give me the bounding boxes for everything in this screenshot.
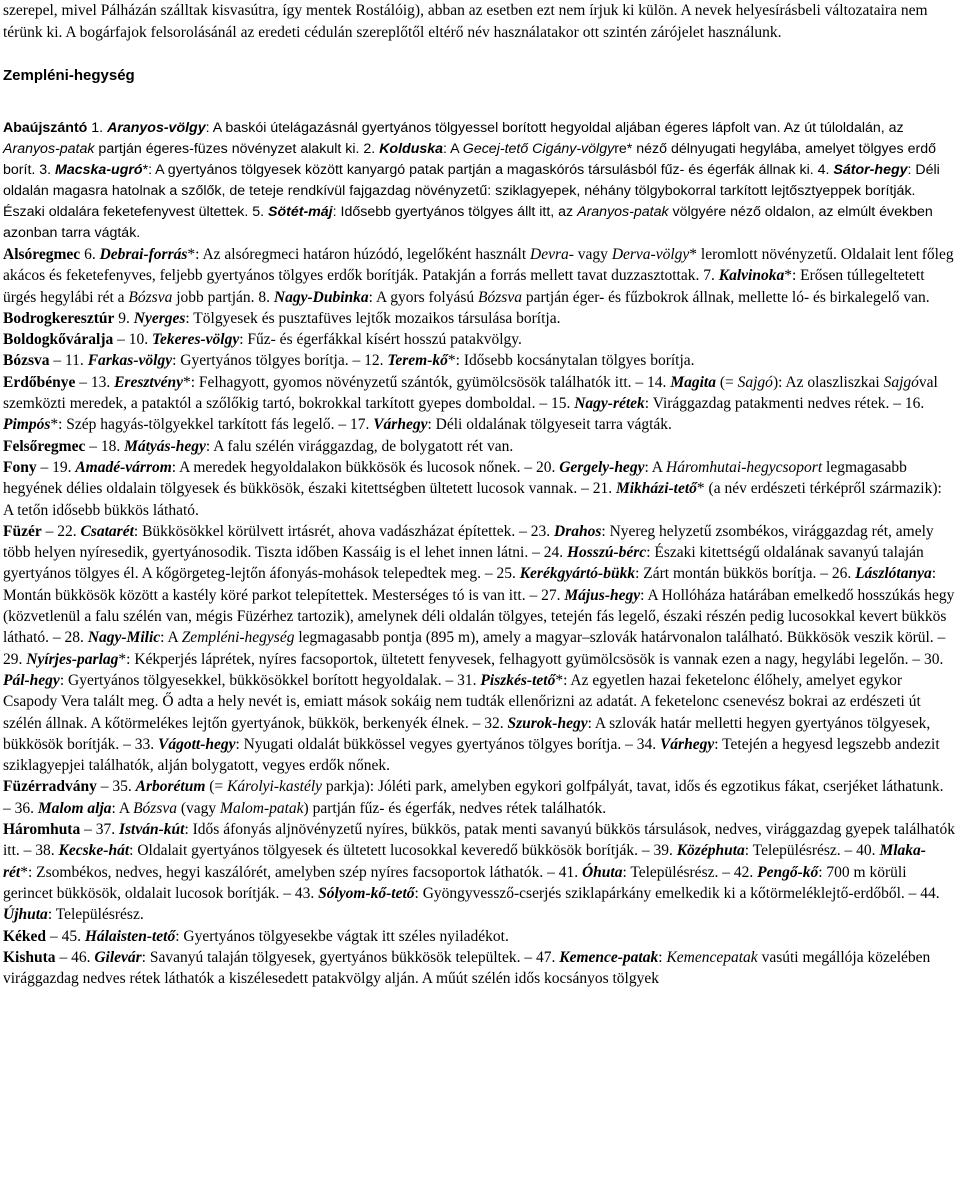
site-name: Pengő-kő <box>757 863 819 881</box>
site-name: Terem-kő <box>387 352 448 370</box>
site-name: Hosszú-bérc <box>566 544 647 562</box>
entry-text: – 46. <box>55 948 95 966</box>
site-name: Kerékgyártó-bükk <box>519 565 636 583</box>
place-name: Abaújszántó <box>3 120 88 136</box>
entry-text: : A <box>160 629 182 647</box>
italic-name: Derva-völgy <box>611 246 690 263</box>
entry-alsoregmec <box>3 244 955 308</box>
italic-name: Zempléni-hegység <box>181 629 295 647</box>
entry-text: – 10. <box>113 331 152 349</box>
site-name: Kalvinoka <box>718 267 785 285</box>
entry-text: : Fűz- és égerfákkal kísért hosszú patakvölgy. <box>239 331 522 349</box>
italic-name: Devra- <box>530 246 574 263</box>
region-title: Zempléni-hegység <box>3 67 135 84</box>
entry-text: *: Kékperjés láprétek, nyíres facsoportok, ültetett fenyvesek, felhagyott gyümölcsösök is vannak ezen a nagy, hegylábi legelőn. – 30. <box>118 650 944 668</box>
site-name: Nagy-Milic <box>87 629 161 647</box>
intro-paragraph: szerepel, mivel Pálházán szálltak kisvasútra, így mentek Rostálóig), abban az esetben ezt nem írjuk ki külön. A nevek helyesírásbeli változataira nem térünk ki. A bogárfajok felsorolásánál az eredeti cédulán szereplőtől eltérő név használatakor ott szintén zárójelet használunk. <box>3 2 928 41</box>
entry-text: vagy <box>573 246 612 263</box>
entry-text: : A <box>644 458 666 476</box>
site-name: Farkas-völgy <box>87 352 173 370</box>
entry-bodrogkeresztur <box>3 308 955 329</box>
site-name: Mikházi-tető <box>615 480 697 498</box>
entry-text: : Gyertyános tölgyesekbe vágtak itt széles nyiladékot. <box>175 927 509 945</box>
place-name: Felsőregmec <box>3 437 86 455</box>
entry-boldogkovaralja <box>3 329 955 350</box>
entry-text: 6. <box>80 246 100 263</box>
entry-text: : A meredek hegyoldalakon bükkösök és lucosok nőnek. – 20. <box>171 458 560 476</box>
site-name: Kolduska <box>379 141 444 157</box>
site-name: Sátor-hegy <box>833 162 908 178</box>
entry-text: *: Az alsóregmeci határon húzódó, legelőként használt <box>187 246 531 263</box>
entry-text: : Településrész. – 40. <box>744 842 880 860</box>
entry-keked <box>3 926 955 947</box>
entry-text: partján égeres-füzes növényzet alakult ki. 2. <box>94 141 380 157</box>
italic-name: Gecej-tető Cigány-völgy <box>462 141 615 157</box>
entry-text: : A baskói útelágazásnál gyertyános tölgyessel borított hegyoldal aljában égeres lápfolt van. Az út túloldalán, az <box>205 120 904 136</box>
entry-text: : Déli oldalának tölgyeseit tarra vágták. <box>427 416 672 434</box>
entry-text: – 13. <box>75 373 115 391</box>
italic-name: Károlyi-kastély <box>227 778 323 796</box>
entry-text: *: Erősen túllegeltetett ürgés hegylábi rét a <box>3 267 925 306</box>
site-name: Pál-hegy <box>3 671 60 689</box>
entry-text: : Montán bükkösök között a kastély köré parkot telepítettek. Mesterséges tó is van itt. – 27. <box>3 565 937 604</box>
site-name: Mlaka-rét <box>3 842 926 881</box>
site-name: Várhegy <box>373 416 428 434</box>
site-name: Sötét-máj <box>267 204 333 220</box>
entry-text: – 37. <box>80 821 119 839</box>
site-name: Gergely-hegy <box>559 458 645 476</box>
entry-haromhuta <box>3 819 955 925</box>
entry-text: partján éger- és fűzbokrok állnak, mellette ló- és birkalegelő van. <box>521 288 930 306</box>
entry-text: *: Szép hagyás-tölgyekkel tarkított fás legelő. – 17. <box>50 416 374 434</box>
site-name: Mátyás-hegy <box>124 437 206 455</box>
entry-text: : Tölgyesek és pusztafüves lejtők mozaikos társulása borítja. <box>185 309 561 327</box>
entry-text: : A gyors folyású <box>368 288 479 306</box>
site-name: Macska-ugró <box>55 162 143 178</box>
site-name: Sólyom-kő-tető <box>318 884 415 902</box>
entry-text: *: Felhagyott, gyomos növényzetű szántók, gyümölcsösök találhatók itt. – 14. <box>182 373 671 391</box>
site-name: Kemence-patak <box>559 948 659 966</box>
place-name: Füzérradvány <box>3 778 97 796</box>
entry-felsoregmec <box>3 436 955 457</box>
entry-text: *: A gyertyános tölgyesek között kanyargó patak partján a magaskórós társulásból fűz- és égerfák állnak ki. 4. <box>142 162 834 178</box>
entry-text: : Nyereg helyzetű zsombékos, virággazdag rét, amely több helyen nyíresedik, gyertyánosodik. Tiszta időben Kassáig is el lehet innen látni. – 24. <box>3 522 934 562</box>
place-name: Boldogkőváralja <box>3 331 114 349</box>
site-name: Aranyos-völgy <box>107 120 206 136</box>
entry-text: : A <box>443 141 463 157</box>
site-name: István-kút <box>118 821 185 839</box>
entry-text: legmagasabb pontja (895 m), amely a magyar–szlovák határvonalon található. Bükkösök veszik körül. – 29. <box>3 629 946 668</box>
site-name: Drahos <box>554 522 602 540</box>
place-name: Bodrogkeresztúr <box>3 309 115 327</box>
entry-text: : Gyertyános tölgyes borítja. – 12. <box>172 352 388 370</box>
place-name: Háromhuta <box>3 821 81 839</box>
entry-text: : Oldalait gyertyános tölgyesek és ültetett lucosokkal keveredő bükkösök borítják. – 39. <box>129 842 677 860</box>
entry-text: : A <box>111 799 134 817</box>
entry-text: : Településrész. – 42. <box>622 863 758 881</box>
entry-text: 1. <box>87 120 108 136</box>
site-name: Hálaisten-tető <box>84 927 176 945</box>
site-name: Pimpós <box>3 416 51 434</box>
italic-name: Aranyos-patak <box>3 141 95 157</box>
entry-text: *: Idősebb kocsánytalan tölgyes borítja. <box>447 352 695 370</box>
entry-text: völgyére néző oldalon, az elmúlt években azonban tarra vágták. <box>3 204 933 241</box>
italic-name: Bózsva <box>133 799 177 817</box>
entry-text: – 35. <box>96 778 136 796</box>
place-name: Erdőbénye <box>3 373 76 391</box>
entry-text: jobb partján. 8. <box>172 288 274 306</box>
site-name: Amadé-várrom <box>75 458 172 476</box>
place-name: Bózsva <box>3 352 50 370</box>
site-name: Debrai-forrás <box>99 246 188 263</box>
italic-name: Kemencepatak <box>666 948 758 966</box>
site-name: Eresztvény <box>114 373 183 391</box>
entry-kishuta <box>3 947 955 990</box>
entry-text: val szemközti meredek, a pataktól a szőlőkig tartó, bokrokkal tarkított gyepes domboldal. – 15. <box>3 373 938 413</box>
italic-name: Bózsva <box>128 288 173 306</box>
entry-text: (= <box>205 778 228 796</box>
site-name: Szurok-hegy <box>507 714 588 732</box>
site-name: Várhegy <box>659 735 715 753</box>
place-name: Kishuta <box>3 948 56 966</box>
entry-text: : A szlovák határ melletti hegyen gyertyános tölgyesek, bükkösök borítják. – 33. <box>3 714 931 753</box>
entry-text: : <box>658 948 667 966</box>
entry-text: : Savanyú talaján tölgyesek, gyertyános bükkösök települtek. – 47. <box>141 948 560 966</box>
entry-text: : Déli oldalán magasra hatolnak a szőlők, de teteje rendkívül fajgazdag növényzetű: sziklagyepek, néhány tölgybokorral tarkított lejtősztyeppek borítják. Északi oldalára feketefenyvest ültettek. 5. <box>3 162 940 220</box>
entry-text: * leromlott növényzetű. Oldalait lent főleg akácos és feketefenyves, feljebb gyertyános tölgyes erdők borítják. Patakján a forrás mellett tavat duzzasztottak. 7. <box>3 246 954 285</box>
place-name: Füzér <box>3 522 42 540</box>
site-name: Újhuta <box>3 906 48 924</box>
site-name: Piszkés-tető <box>480 671 556 689</box>
site-name: Kecske-hát <box>58 842 130 860</box>
entry-text: : Tetején a hegyesd legszebb andezit sziklagyepjei találhatók, alján bolygatott, vegyes erdők nőnek. <box>3 735 940 775</box>
entry-text: : Gyöngyvessző-cserjés sziklapárkány emelkedik ki a kőtörmeléklejtő-erdőből. – 44. <box>414 884 940 902</box>
site-name: Óhuta <box>581 863 623 881</box>
italic-name: Bózsva <box>478 288 522 306</box>
italic-name: Aranyos-patak <box>577 204 669 220</box>
entry-text: *: Az egyetlen hazai feketelonc élőhely, amelyet egykor Csapody Vera talált meg. Ő adta a hely nevét is, emiatt mások sokáig nem tudták ellenőrizni az adatát. A feketelonc csenevész bokrai az erdészeti út szélén állnak. A kőtörmelékes lejtőn gyertyánok, bükkök, berkenyék élnek. – 32. <box>3 671 921 732</box>
entry-text: : A Hollóháza határában emelkedő hosszúkás hegy (közvetlenül a falu szélén van, mégis Füzérhez tartozik), amelynek déli oldalán tölgyes, tetején fás legelő, északi részén pedig lucosokkal kevert bükkös látható. – 28. <box>3 586 955 647</box>
site-name: Arborétum <box>135 778 206 796</box>
place-name: Fony <box>3 458 37 476</box>
entry-text: (vagy <box>176 799 221 817</box>
italic-name: Háromhutai-hegycsoport <box>666 458 823 476</box>
entry-erdobenye <box>3 372 955 436</box>
entry-text: legmagasabb hegyének délies oldalain tölgyesek és bükkösök, északi kitettségben ültetett lucosok vannak. – 21. <box>3 458 907 498</box>
entry-text: – 18. <box>85 437 125 455</box>
entry-text: : Északi kitettségű oldalának savanyú talaján gyertyános tölgyes él. A kőgörgeteg-lejtőn áfonyás-mohások telepedtek meg. – 25. <box>3 544 924 583</box>
entry-fuzer <box>3 521 955 777</box>
site-name: Csatarét <box>80 522 134 540</box>
entries-list <box>3 118 955 989</box>
entry-text: : Idős áfonyás aljnövényzetű nyíres, bükkös, patak menti savanyú bükkös társulások, nedves, virággazdag gyepek találhatók itt. – 38. <box>3 821 955 860</box>
entry-text: : Zárt montán bükkös borítja. – 26. <box>635 565 856 583</box>
entry-text: – 22. <box>41 522 81 540</box>
entry-text: ) partján fűz- és égerfák, nedves rétek találhatók. <box>303 799 607 817</box>
italic-name: Sajgó <box>883 373 919 391</box>
place-name: Kéked <box>3 927 47 945</box>
entry-text: – 19. <box>36 458 76 476</box>
entry-text: – 45. <box>46 927 85 945</box>
site-name: Tekeres-völgy <box>151 331 240 349</box>
entry-text: : Bükkösökkel körülvett irtásrét, ahova vadászházat építettek. – 23. <box>133 522 554 540</box>
entry-text: * (a név erdészeti térképről származik): A tetőn idősebb bükkös látható. <box>3 480 942 519</box>
entry-text: – 11. <box>49 352 88 370</box>
entry-text: (= <box>715 373 738 391</box>
entry-fuzerradvany <box>3 776 955 819</box>
entry-text: : Nyugati oldalát bükkössel vegyes gyertyános tölgyes borítja. – 34. <box>235 735 660 753</box>
entry-text: ): Az olaszliszkai <box>772 373 884 391</box>
italic-name: Malom-patak <box>220 799 304 817</box>
entry-text: vasúti megállója közelében virággazdag nedves rétek láthatók a kiszélesedett patakvölgy alján. A műút szélén idős kocsányos tölgyek <box>3 948 931 988</box>
entry-text: : Idősebb gyertyános tölgyes állt itt, az <box>332 204 578 220</box>
entry-text: 9. <box>114 309 134 327</box>
entry-text: : Gyertyános tölgyesekkel, bükkösökkel borított hegyoldalak. – 31. <box>59 671 481 689</box>
entry-bozsva <box>3 350 955 371</box>
entry-abaujszanto <box>3 118 955 244</box>
site-name: Gilevár <box>94 948 142 966</box>
site-name: Nagy-rétek <box>574 395 645 413</box>
place-name: Alsóregmec <box>3 246 81 263</box>
site-name: Lászlótanya <box>855 565 932 583</box>
entry-text: : A falu szélén virággazdag, de bolygatott rét van. <box>205 437 514 455</box>
entry-text: parkja): Jóléti park, amelyben egykori golfpályát, tavat, idős és egzotikus fákat, cserjéket láthatunk. – 36. <box>3 778 944 817</box>
italic-name: Sajgó <box>737 373 773 391</box>
site-name: Május-hegy <box>564 586 641 604</box>
entry-text: : Településrész. <box>47 906 144 924</box>
entry-fony <box>3 457 955 521</box>
site-name: Középhuta <box>676 842 745 860</box>
site-name: Malom alja <box>37 799 112 817</box>
entry-text: *: Zsombékos, nedves, hegyi kaszálórét, amelyben szép nyíres facsoportok láthatók. – 41. <box>20 863 582 881</box>
entry-text: : Virággazdag patakmenti nedves rétek. – 16. <box>644 395 925 413</box>
site-name: Nyírjes-parlag <box>26 650 119 668</box>
site-name: Magita <box>670 373 716 391</box>
site-name: Nagy-Dubinka <box>273 288 369 306</box>
site-name: Nyerges <box>133 309 186 327</box>
entry-text: : 700 m körüli gerincet bükkösök, oldalait lucosok borítják. – 43. <box>3 863 907 902</box>
entry-text: re* néző délnyugati hegylába, amelyet tölgyes erdő borít. 3. <box>3 141 936 178</box>
site-name: Vágott-hegy <box>158 735 236 753</box>
